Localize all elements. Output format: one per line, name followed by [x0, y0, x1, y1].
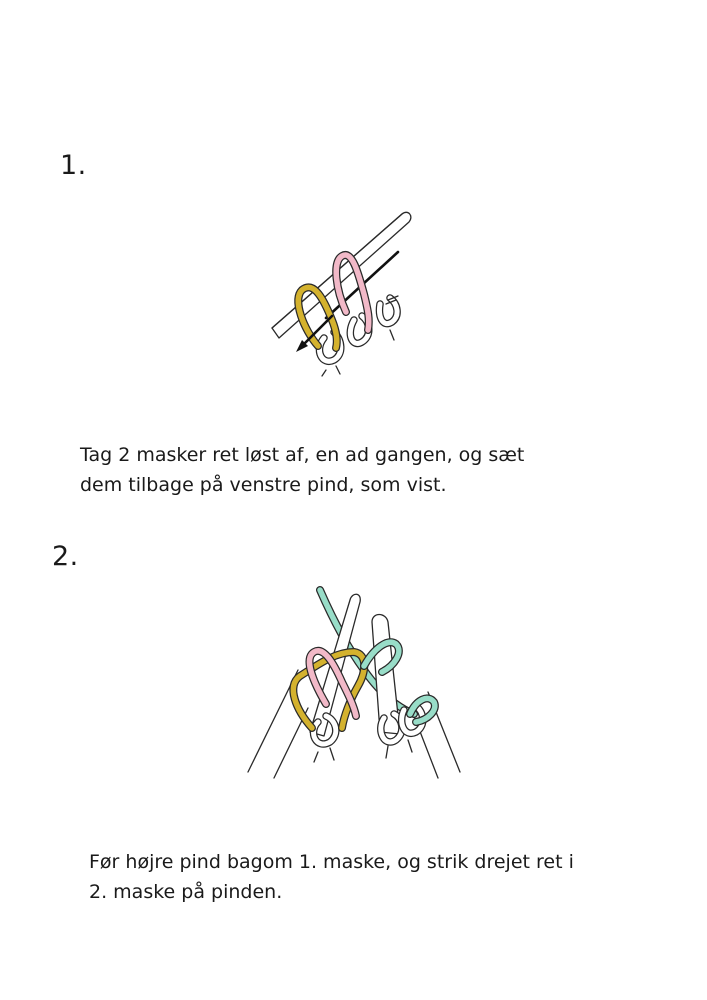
- knitting-needles-illustration: [238, 582, 470, 788]
- knitting-needle-illustration: [262, 200, 422, 380]
- instruction-line: Tag 2 masker ret løst af, en ad gangen, og sæt: [80, 444, 525, 466]
- step-2-illustration: [238, 582, 470, 788]
- step-instructions: [89, 847, 669, 907]
- instruction-line: 2. maske på pinden.: [89, 881, 283, 903]
- instruction-line: Før højre pind bagom 1. maske, og strik drejet ret i: [89, 851, 574, 873]
- step-number: 2.: [52, 541, 79, 572]
- instruction-line: dem tilbage på venstre pind, som vist.: [80, 474, 447, 496]
- step-1-illustration: [262, 200, 422, 380]
- step-instructions: [80, 440, 640, 500]
- step-number: 1.: [60, 150, 87, 181]
